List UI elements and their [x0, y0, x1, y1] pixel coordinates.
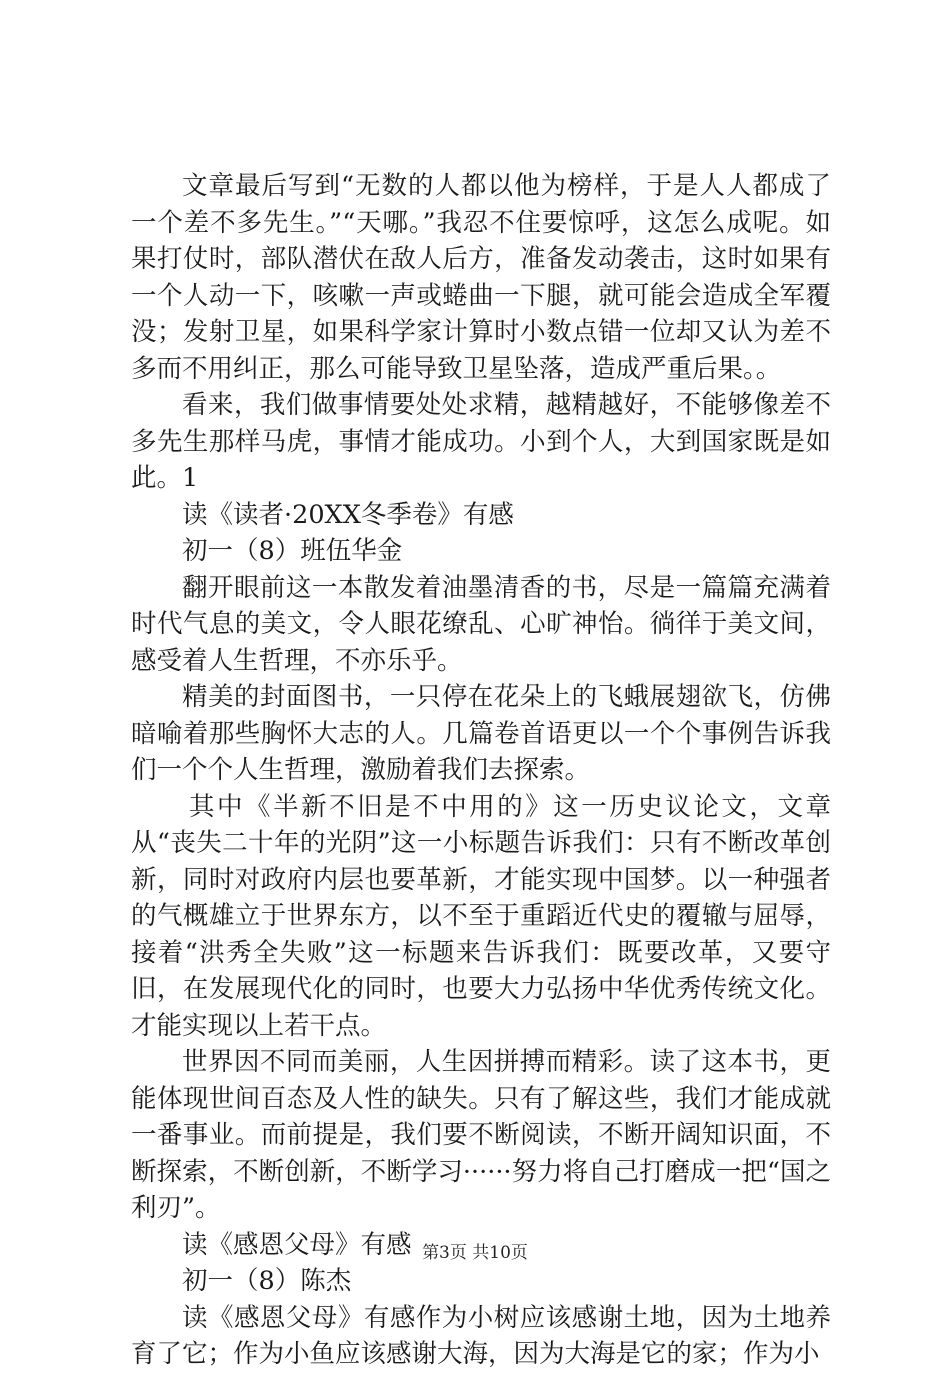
paragraph-fengmian: 精美的封面图书，一只停在花朵上的飞蛾展翅欲飞，仿佛暗喻着那些胸怀大志的人。几篇卷首语更以一个个事例告诉我们一个个人生哲理，激励着我们去探索。: [131, 682, 831, 785]
essay-author-wu: 初一（8）班伍华金: [182, 536, 403, 566]
essay-title-ganen: 读《感恩父母》有感: [182, 1229, 412, 1260]
paragraph-qizhong: 其中《半新不旧是不中用的》这一历史议论文，文章从“丧失二十年的光阴”这一小标题告诉我们：只有不断改革创新，同时对政府内层也要革新，才能实现中国梦。以一种强者的气概雄立于世界东方，以不至于重蹈近代史的覆辙与屈辱，接着“洪秀全失败”这一标题来告诉我们：既要改革，又要守旧，在发展现代化的同时，也要大力弘扬中华优秀传统文化。才能实现以上若干点。: [131, 791, 831, 1041]
paragraph-chabuduo-conclusion: 文章最后写到“无数的人都以他为榜样，于是人人都成了一个差不多先生。”“天哪。”我忍不住要惊呼，这怎么成呢。如果打仗时，部队潜伏在敌人后方，准备发动袭击，这时如果有一个人动一下，咳嗽一声或蜷曲一下腿，就可能会造成全军覆没；发射卫星，如果科学家计算时小数点错一位却又认为差不多而不用纠正，那么可能导致卫星坠落，造成严重后果。。: [131, 171, 831, 384]
essay-title-duzhe: 读《读者·20XX冬季卷》有感: [182, 499, 514, 530]
page-number-footer: 第3页 共10页: [422, 1243, 528, 1263]
body-text: [131, 168, 831, 1373]
paragraph-shijie: 世界因不同而美丽，人生因拼搏而精彩。读了这本书，更能体现世间百态及人性的缺失。只有了解这些，我们才能成就一番事业。而前提是，我们要不断阅读，不断开阔知识面，不断探索，不断创新，不断学习······努力将自己打磨成一把“国之利刃”。: [131, 1047, 831, 1223]
paragraph-ganen-opening: 读《感恩父母》有感作为小树应该感谢土地，因为土地养育了它；作为小鱼应该感谢大海，因为大海是它的家；作为小: [131, 1302, 831, 1369]
paragraph-fankai: 翻开眼前这一本散发着油墨清香的书，尽是一篇篇充满着时代气息的美文，令人眼花缭乱、心旷神怡。徜徉于美文间，感受着人生哲理，不亦乐乎。: [131, 572, 831, 676]
paragraph-kanlai: 看来，我们做事情要处处求精，越精越好，不能够像差不多先生那样马虎，事情才能成功。小到个人，大到国家既是如此。1: [131, 390, 831, 493]
essay-author-chen: 初一（8）陈杰: [182, 1266, 352, 1296]
